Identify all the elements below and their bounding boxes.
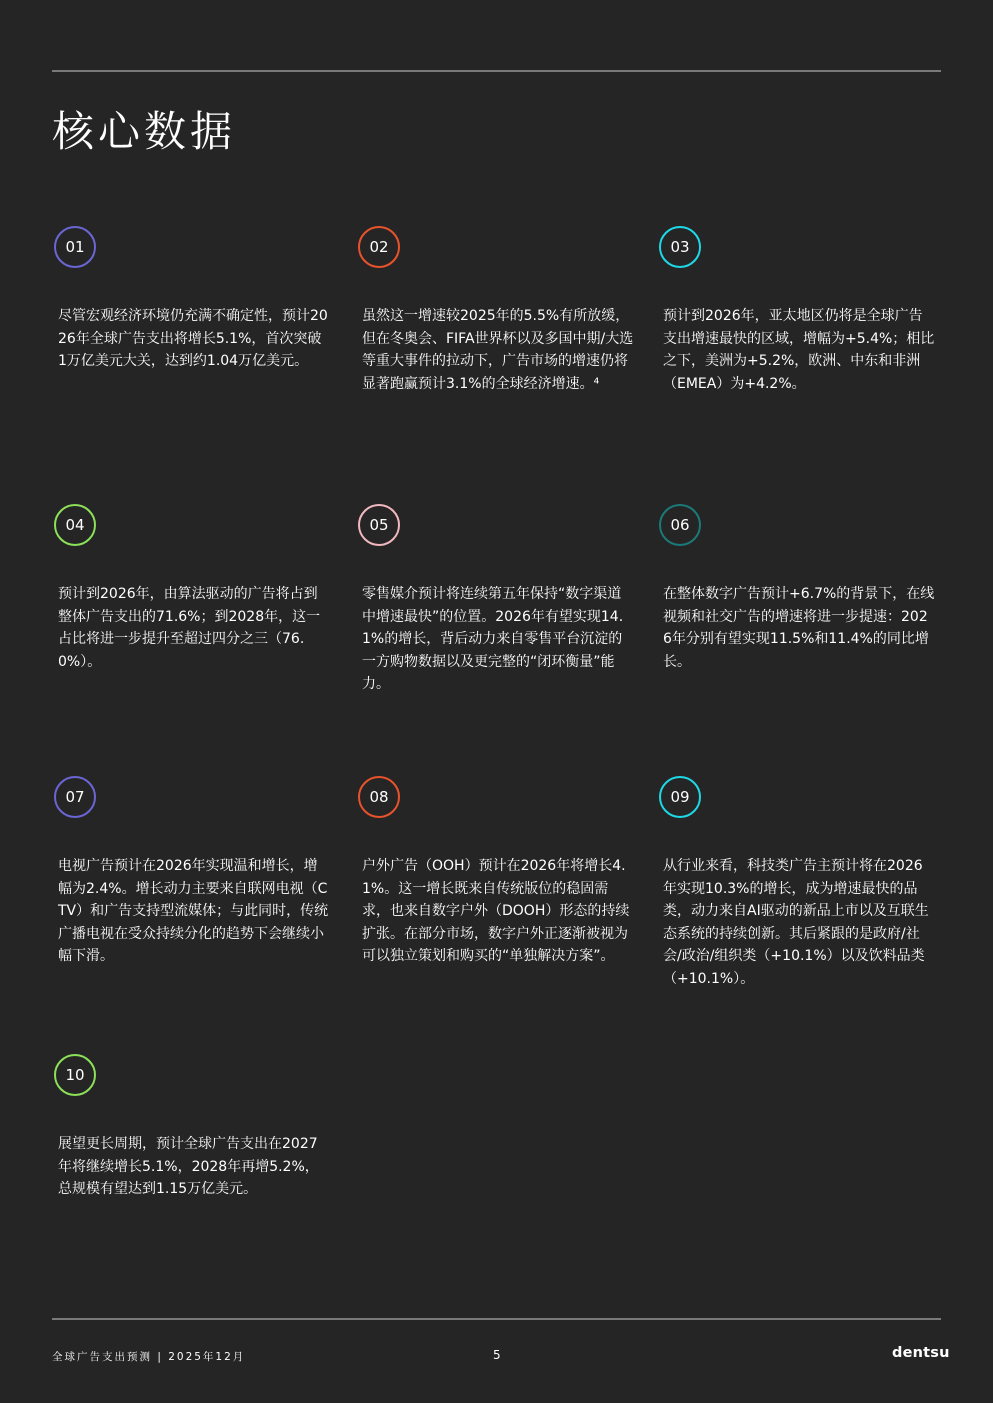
- number-badge: 01: [54, 226, 96, 268]
- stat-item-08: [362, 776, 634, 968]
- stat-text: 在整体数字广告预计+6.7%的背景下，在线视频和社交广告的增速将进一步提速：2026年分别有望实现11.5%和11.4%的同比增长。: [663, 586, 935, 670]
- stat-item-02: [362, 226, 634, 395]
- stat-item-06: [663, 504, 935, 673]
- stat-text: 户外广告（OOH）预计在2026年将增长4.1%。这一增长既来自传统版位的稳固需求，也来自数字户外（DOOH）形态的持续扩张。在部分市场，数字户外正逐渐被视为可以独立策划和购买的“单独解决方案”。: [362, 858, 630, 964]
- number-badge: 03: [659, 226, 701, 268]
- stat-item-10: [58, 1054, 330, 1201]
- number-badge: 08: [358, 776, 400, 818]
- number-badge: 10: [54, 1054, 96, 1096]
- stat-text: 从行业来看，科技类广告主预计将在2026年实现10.3%的增长，成为增速最快的品类，动力来自AI驱动的新品上市以及互联生态系统的持续创新。其后紧跟的是政府/社会/政治/组织类（+10.1%）以及饮料品类（+10.1%）。: [663, 858, 929, 987]
- page-number: 5: [493, 1348, 501, 1362]
- stat-item-04: [58, 504, 330, 673]
- number-badge: 09: [659, 776, 701, 818]
- number-badge: 07: [54, 776, 96, 818]
- bottom-divider: [52, 1318, 941, 1320]
- number-badge: 06: [659, 504, 701, 546]
- stat-item-01: [58, 226, 330, 373]
- dentsu-logo: dentsu: [892, 1345, 950, 1361]
- stat-item-05: [362, 504, 634, 696]
- footer-report-title: 全球广告支出预测 | 2025年12月: [52, 1351, 246, 1363]
- page-title: 核心数据: [52, 107, 237, 156]
- stat-text: 尽管宏观经济环境仍充满不确定性，预计2026年全球广告支出将增长5.1%，首次突破1万亿美元大关，达到约1.04万亿美元。: [58, 308, 328, 369]
- stat-item-09: [663, 776, 935, 990]
- number-badge: 02: [358, 226, 400, 268]
- stat-text: 预计到2026年，由算法驱动的广告将占到整体广告支出的71.6%；到2028年，这一占比将进一步提升至超过四分之三（76.0%）。: [58, 586, 321, 670]
- stat-text: 虽然这一增速较2025年的5.5%有所放缓，但在冬奥会、FIFA世界杯以及多国中期/大选等重大事件的拉动下，广告市场的增速仍将显著跑赢预计3.1%的全球经济增速。⁴: [362, 308, 634, 392]
- stat-text: 零售媒介预计将连续第五年保持“数字渠道中增速最快”的位置。2026年有望实现14.1%的增长，背后动力来自零售平台沉淀的一方购物数据以及更完整的“闭环衡量”能力。: [362, 586, 624, 692]
- stat-text: 展望更长周期，预计全球广告支出在2027年将继续增长5.1%，2028年再增5.2%，总规模有望达到1.15万亿美元。: [58, 1136, 319, 1197]
- top-divider: [52, 70, 941, 72]
- number-badge: 04: [54, 504, 96, 546]
- stat-item-03: [663, 226, 935, 395]
- stat-text: 预计到2026年，亚太地区仍将是全球广告支出增速最快的区域，增幅为+5.4%；相比之下，美洲为+5.2%，欧洲、中东和非洲（EMEA）为+4.2%。: [663, 308, 935, 392]
- stat-item-07: [58, 776, 330, 968]
- stat-text: 电视广告预计在2026年实现温和增长，增幅为2.4%。增长动力主要来自联网电视（CTV）和广告支持型流媒体；与此同时，传统广播电视在受众持续分化的趋势下会继续小幅下滑。: [58, 858, 329, 964]
- number-badge: 05: [358, 504, 400, 546]
